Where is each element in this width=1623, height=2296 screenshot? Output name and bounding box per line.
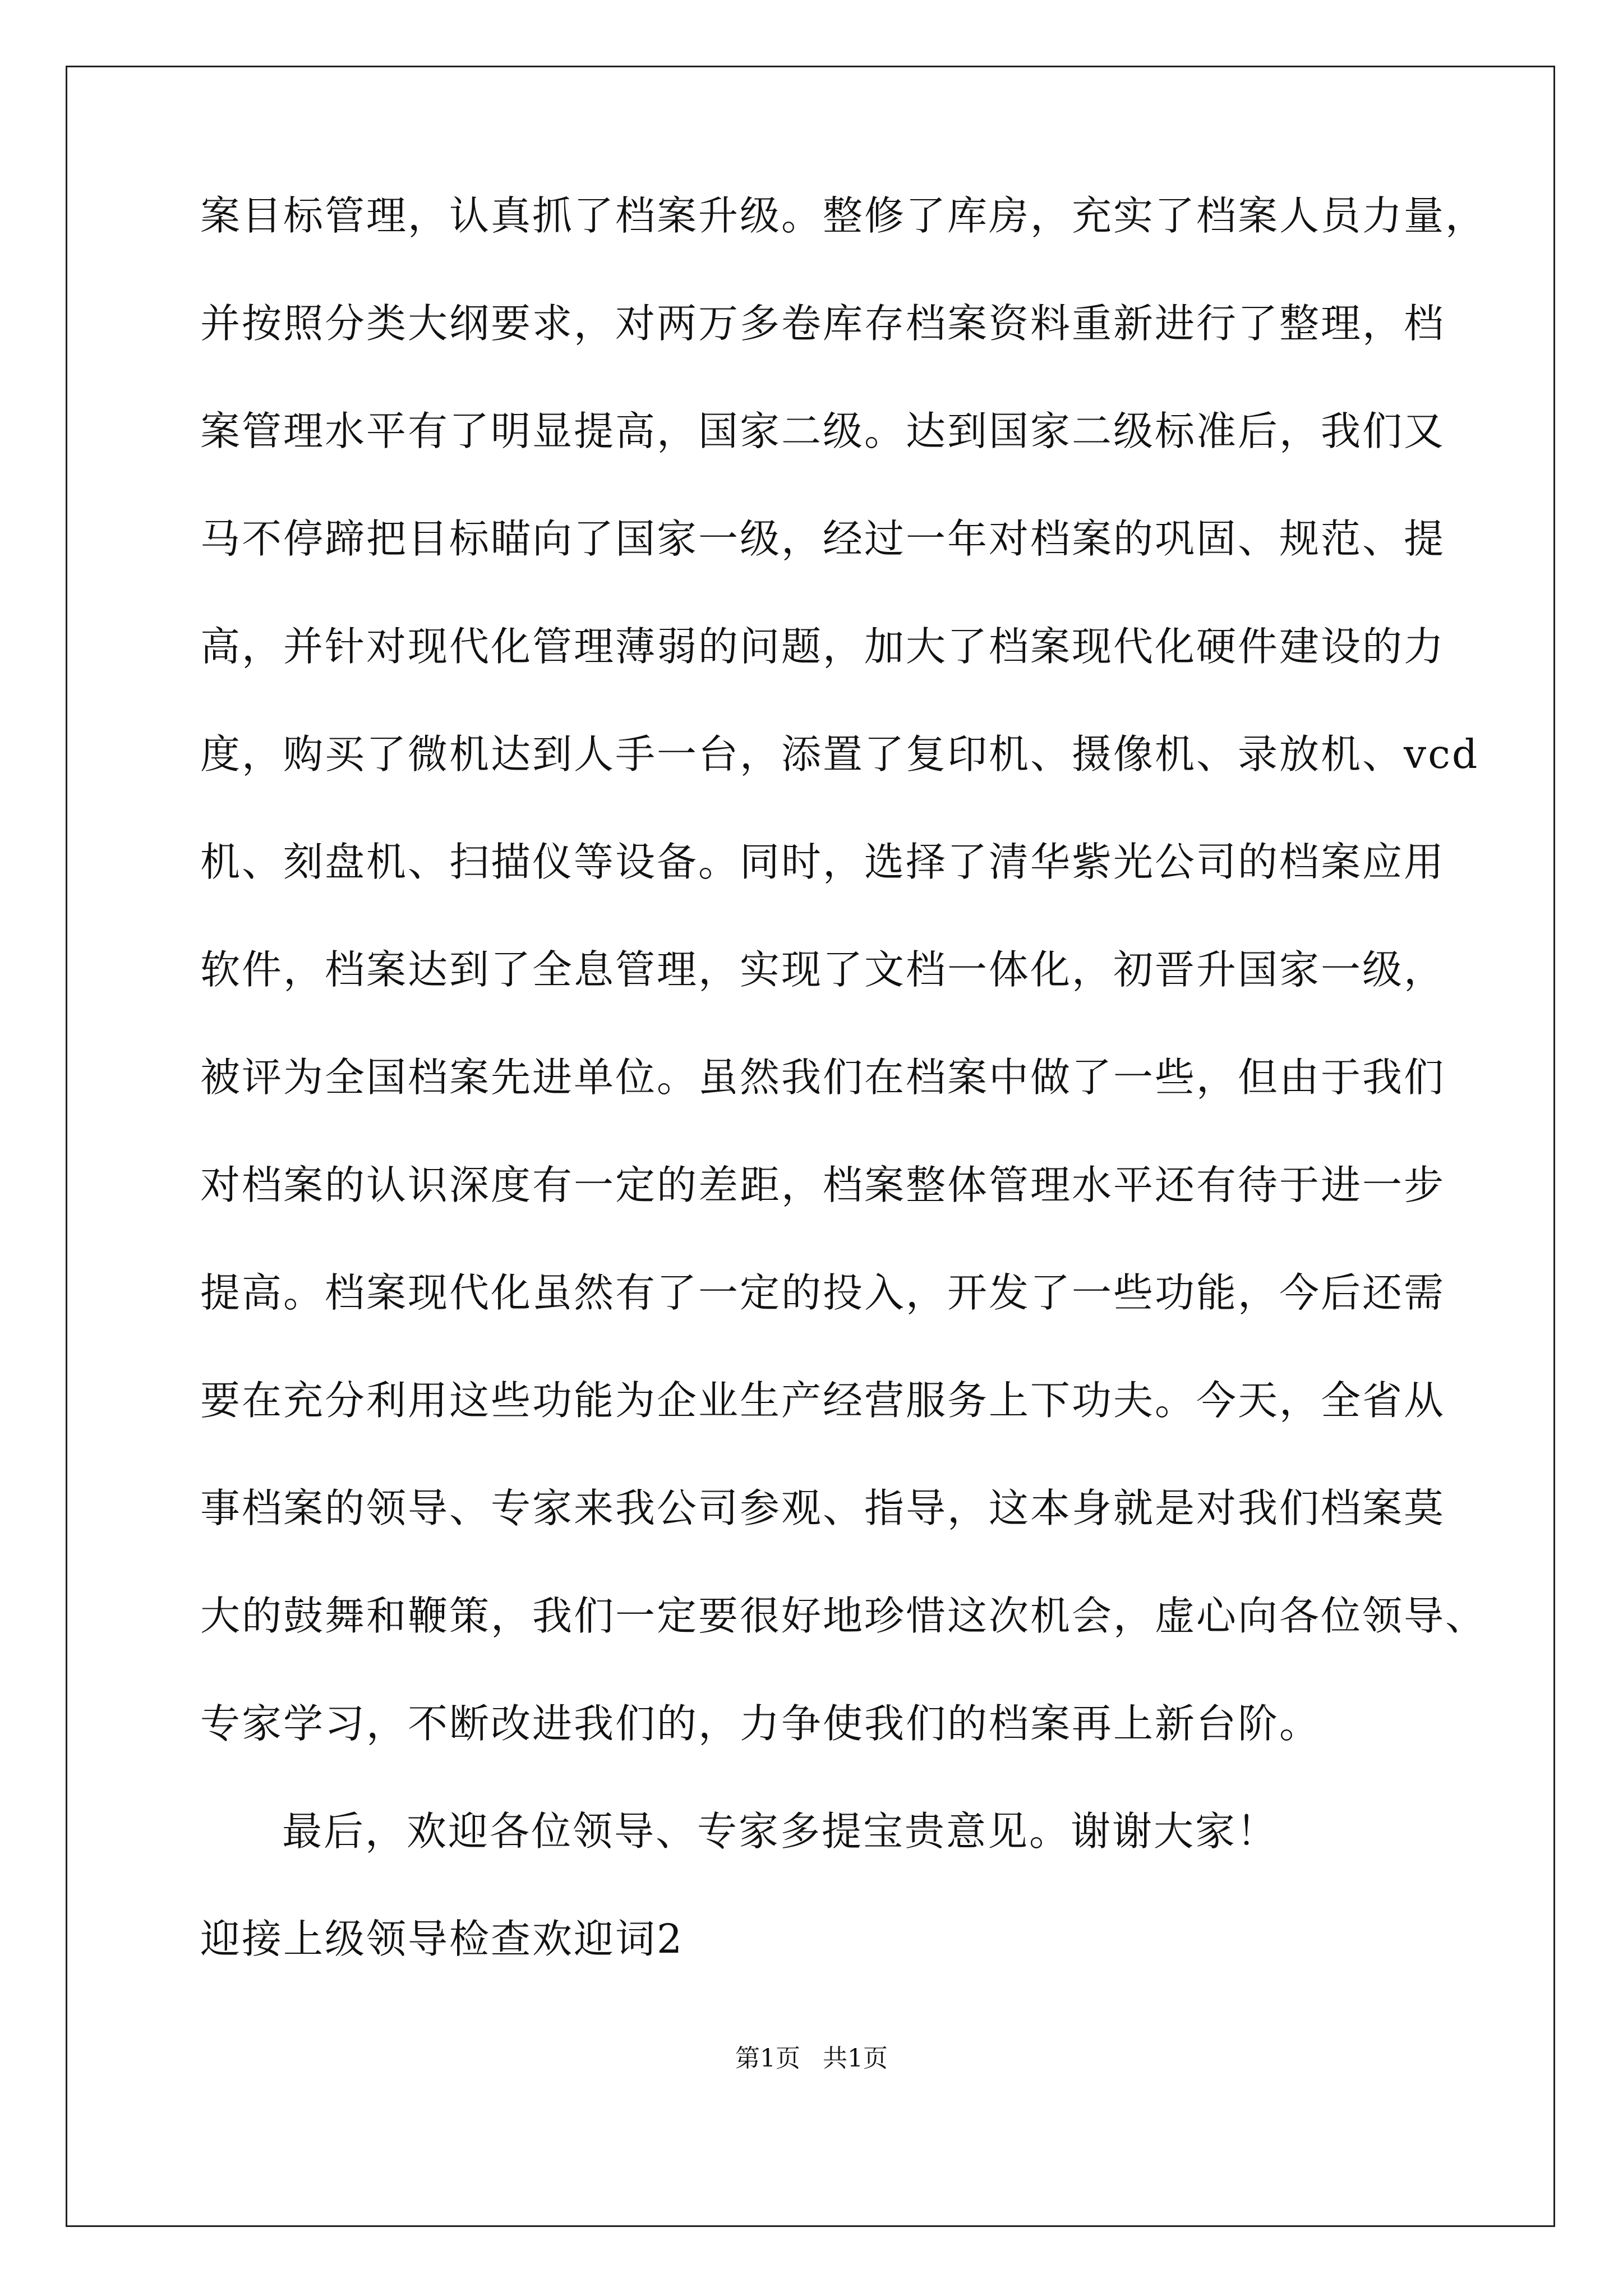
- paragraph-line: 度，购买了微机达到人手一台，添置了复印机、摄像机、录放机、vcd: [200, 731, 1479, 777]
- paragraph-line: 大的鼓舞和鞭策，我们一定要很好地珍惜这次机会，虚心向各位领导、: [200, 1593, 1487, 1639]
- paragraph-line: 专家学习，不断改进我们的，力争使我们的档案再上新台阶。: [200, 1700, 1321, 1747]
- page-frame: [66, 66, 1555, 2227]
- paragraph-line: 被评为全国档案先进单位。虽然我们在档案中做了一些，但由于我们: [200, 1054, 1446, 1101]
- paragraph-line: 机、刻盘机、扫描仪等设备。同时，选择了清华紫光公司的档案应用: [200, 839, 1446, 885]
- paragraph-line: 高，并针对现代化管理薄弱的问题，加大了档案现代化硬件建设的力: [200, 623, 1446, 670]
- paragraph-line: 事档案的领导、专家来我公司参观、指导，这本身就是对我们档案莫: [200, 1485, 1446, 1531]
- paragraph-line: 软件，档案达到了全息管理，实现了文档一体化，初晋升国家一级，: [200, 946, 1446, 993]
- paragraph-line: 马不停蹄把目标瞄向了国家一级，经过一年对档案的巩固、规范、提: [200, 516, 1446, 562]
- paragraph-line: 案目标管理，认真抓了档案升级。整修了库房，充实了档案人员力量，: [200, 192, 1487, 239]
- page-number: 第1页: [735, 2044, 800, 2073]
- page-footer: [0, 2042, 1623, 2076]
- paragraph-line: 提高。档案现代化虽然有了一定的投入，开发了一些功能，今后还需: [200, 1269, 1446, 1316]
- section-title: 迎接上级领导检查欢迎词2: [200, 1916, 684, 1962]
- paragraph-line: 并按照分类大纲要求，对两万多卷库存档案资料重新进行了整理，档: [200, 300, 1446, 347]
- paragraph-line: 要在充分利用这些功能为企业生产经营服务上下功夫。今天，全省从: [200, 1377, 1446, 1424]
- paragraph-line: 对档案的认识深度有一定的差距，档案整体管理水平还有待于进一步: [200, 1162, 1446, 1208]
- page-total: 共1页: [823, 2044, 888, 2073]
- closing-paragraph: 最后，欢迎各位领导、专家多提宝贵意见。谢谢大家！: [282, 1808, 1279, 1855]
- paragraph-line: 案管理水平有了明显提高，国家二级。达到国家二级标准后，我们又: [200, 408, 1446, 454]
